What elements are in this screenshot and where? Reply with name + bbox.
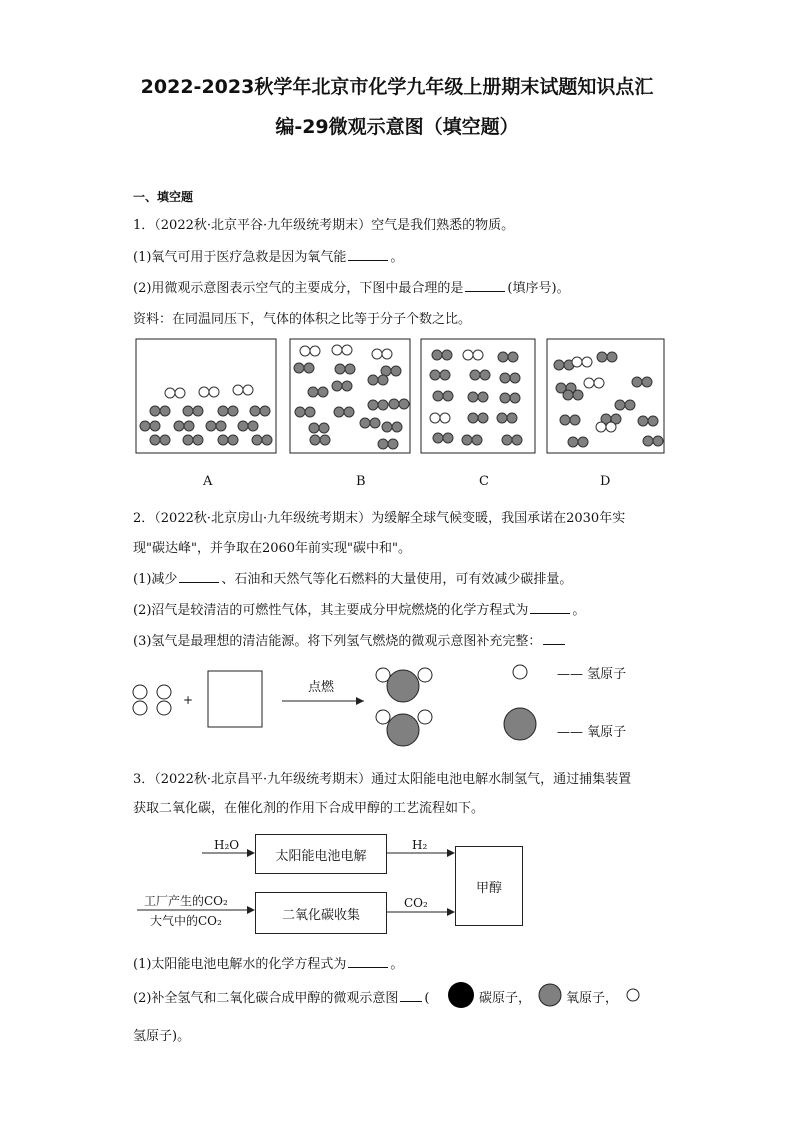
q3-hydrogen-label: 氢原子)。 [133, 1029, 191, 1044]
q2-p3-text: (3)氢气是最理想的清洁能源。将下列氢气燃烧的微观示意图补充完整： [133, 634, 542, 649]
doc-title-line1: 2022-2023秋学年北京市化学九年级上册期末试题知识点汇 [140, 76, 654, 98]
flow-factory-co2: 工厂产生的CO₂ [144, 894, 228, 908]
section-heading: 一、填空题 [133, 190, 194, 204]
q1-p1-end: 。 [390, 250, 404, 265]
legend-h-label: —— 氢原子 [557, 667, 627, 682]
flow-box-co2: 二氧化碳收集 [255, 892, 387, 934]
q1-stem: 1．（2022秋·北京平谷·九年级统考期末）空气是我们熟悉的物质。 [133, 218, 515, 233]
flow-co2: CO₂ [404, 896, 428, 910]
q3-p2-paren: ( [424, 991, 430, 1006]
q3-p2-text: (2)补全氢气和二氧化碳合成甲醇的微观示意图 [133, 991, 399, 1006]
q2-p1-end: 、石油和天然气等化石燃料的大量使用，可有效减少碳排量。 [221, 572, 573, 587]
label-b: B [356, 474, 366, 489]
flow-box-methanol: 甲醇 [455, 846, 523, 926]
label-a: A [203, 474, 213, 489]
q3-carbon-label: 碳原子， [479, 991, 532, 1006]
label-c: C [479, 474, 489, 489]
q2-p2-text: (2)沼气是较清洁的可燃性气体，其主要成分甲烷燃烧的化学方程式为 [133, 603, 529, 618]
q1-p2-end: (填序号)。 [507, 281, 570, 296]
q2-p2-end: 。 [572, 603, 586, 618]
doc-title-line2: 编-29微观示意图（填空题） [275, 116, 519, 138]
q3-p1-end: 。 [390, 957, 404, 972]
condition-label: 点燃 [308, 680, 335, 695]
legend-o-label: —— 氧原子 [557, 725, 627, 740]
flow-air-co2: 大气中的CO₂ [150, 914, 222, 928]
carbon-atom-icon [448, 982, 474, 1008]
q3-oxygen-label: 氧原子， [566, 991, 619, 1006]
flow-h2: H₂ [412, 838, 428, 852]
flow-box-solar: 太阳能电池电解 [255, 834, 387, 874]
plus-sign: + [183, 693, 194, 707]
q3-stem-1: 3．（2022秋·北京昌平·九年级统考期末）通过太阳能电池电解水制氢气，通过捕集装置 [133, 772, 632, 787]
q2-p1-text: (1)减少 [133, 572, 178, 587]
flow-h2o: H₂O [214, 838, 240, 852]
q1-p1-text: (1)氧气可用于医疗急救是因为氧气能 [133, 250, 347, 265]
q3-stem-2: 获取二氧化碳，在催化剂的作用下合成甲醇的工艺流程如下。 [133, 801, 485, 816]
hydrogen-atom-icon [627, 989, 639, 1001]
oxygen-atom-icon [539, 984, 561, 1006]
label-d: D [600, 474, 611, 489]
q3-p1-text: (1)太阳能电池电解水的化学方程式为 [133, 957, 347, 972]
q2-stem-2: 现"碳达峰"，并争取在2060年前实现"碳中和"。 [133, 541, 412, 556]
q2-stem-1: 2．（2022秋·北京房山·九年级统考期末）为缓解全球气候变暖，我国承诺在2030年实 [133, 511, 626, 526]
q1-note: 资料：在同温同压下，气体的体积之比等于分子个数之比。 [133, 312, 472, 327]
q1-p2-text: (2)用微观示意图表示空气的主要成分，下图中最合理的是 [133, 281, 464, 296]
